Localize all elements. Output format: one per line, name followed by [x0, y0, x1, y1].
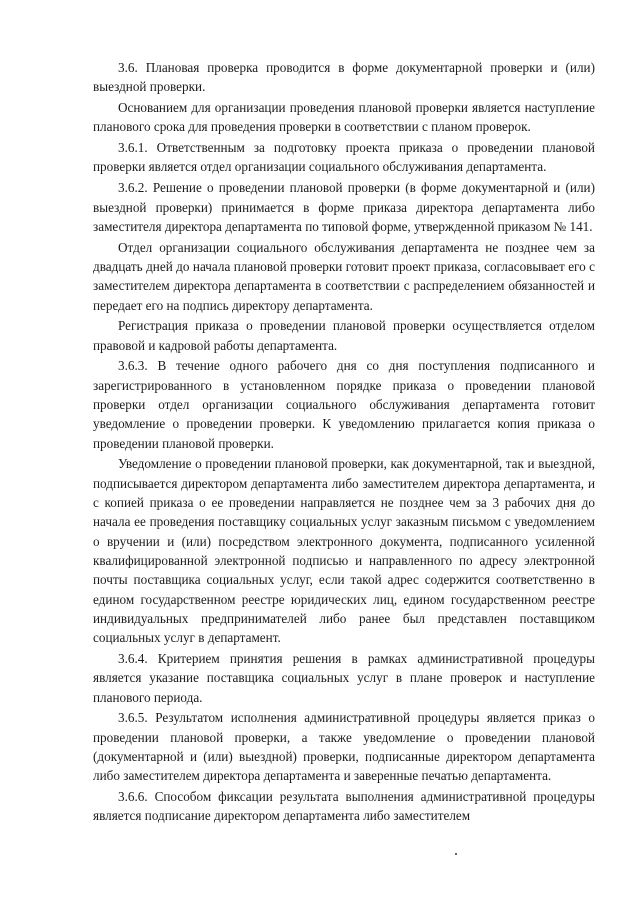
paragraph-3-6-4: 3.6.4. Критерием принятия решения в рамках административной процедуры является указание поставщика социальных услуг в плане проверок и наступление планового периода. [93, 650, 595, 705]
paragraph-3-6-1: 3.6.1. Ответственным за подготовку проекта приказа о проведении плановой проверки является отдел организации социального обслуживания департамента. [93, 140, 595, 175]
paragraph-3-6-6: 3.6.6. Способом фиксации результата выполнения административной процедуры является подписание директором департамента либо заместителем [93, 788, 595, 824]
paragraph-basis: Основанием для организации проведения плановой проверки является наступление планового срока для проведения проверки в соответствии с планом проверок. [93, 100, 595, 135]
document-body [93, 58, 595, 827]
paragraph-draft-order: Отдел организации социального обслуживания департамента не позднее чем за двадцать дней до начала плановой проверки готовит проект приказа, согласовывает его с заместителем директора департамента в соответствии с распределением обязанностей и передает его на подпись директору департамента. [93, 239, 595, 313]
paragraph-3-6-3: 3.6.3. В течение одного рабочего дня со дня поступления подписанного и зарегистрированного в установленном порядке приказа о проведении плановой проверки отдел организации социального обслуживания департамента готовит уведомление о проведении проверки. К уведомлению прилагается копия приказа о проведении плановой проверки. [93, 358, 595, 451]
paragraph-3-6-5: 3.6.5. Результатом исполнения административной процедуры является приказ о проведении плановой проверки, а также уведомление о проведении плановой (документарной и (или) выездной) проверки, подписанные директором департамента либо заместителем директора департамента и заверенные печатью департамента. [93, 710, 595, 784]
paragraph-3-6-2: 3.6.2. Решение о проведении плановой проверки (в форме документарной и (или) выездной проверки) принимается в форме приказа директора департамента либо заместителя директора департамента по типовой форме, утвержденной приказом № 141. [93, 180, 595, 234]
paragraph-notification: Уведомление о проведении плановой проверки, как документарной, так и выездной, подписывается директором департамента либо заместителем директора департамента, и с копией приказа о ее проведении направляется не позднее чем за 3 рабочих дня до начала ее проведения поставщику социальных услуг заказным письмом с уведомлением о вручении и (или) посредством электронного документа, подписанного усиленной квалифицированной электронной подписью и направленного по адресу электронной почты поставщика социальных услуг, если такой адрес содержится соответственно в едином государственном реестре юридических лиц, едином государственном реестре индивидуальных предпринимателей либо ранее был представлен поставщиком социальных услуг в департамент. [93, 456, 595, 646]
scan-speck [455, 853, 457, 855]
paragraph-3-6: 3.6. Плановая проверка проводится в форме документарной проверки и (или) выездной проверки. [93, 60, 595, 95]
paragraph-registration: Регистрация приказа о проведении плановой проверки осуществляется отделом правовой и кадровой работы департамента. [93, 318, 595, 353]
